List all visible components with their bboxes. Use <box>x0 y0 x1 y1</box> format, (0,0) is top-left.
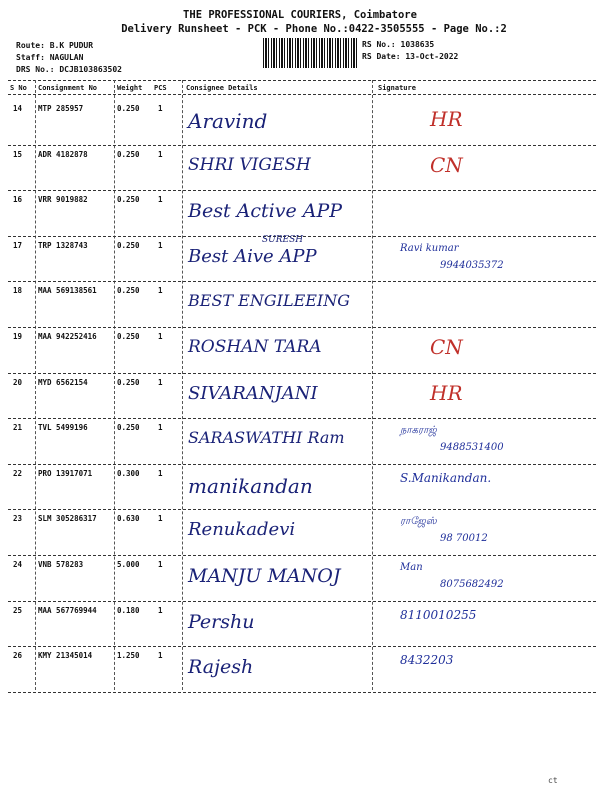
signature: Man <box>400 562 423 573</box>
table-row <box>0 466 600 512</box>
weight-value: 0.250 <box>117 332 140 341</box>
consignment-number: TRP 1328743 <box>38 240 88 250</box>
serial-number: 26 <box>13 651 23 661</box>
consignee-name: ROSHAN TARA <box>188 337 322 357</box>
barcode <box>263 38 357 68</box>
weight-value: 0.250 <box>117 423 140 433</box>
signature-phone: 9488531400 <box>440 442 504 454</box>
serial-number: 17 <box>13 240 23 250</box>
signature: 8432203 <box>400 653 454 668</box>
column-header-signature: Signature <box>378 84 416 92</box>
table-row <box>0 557 600 603</box>
weight-value: 1.250 <box>117 651 140 661</box>
row-divider <box>8 145 596 146</box>
table-top-border <box>8 80 596 81</box>
serial-number: 19 <box>13 332 23 341</box>
weight-value: 0.250 <box>117 104 140 113</box>
weight-value: 0.630 <box>117 514 140 524</box>
table-row <box>0 375 600 421</box>
table-row <box>0 234 600 284</box>
signature-phone: 9944035372 <box>440 259 504 271</box>
runsheet-subtitle: Delivery Runsheet - PCK - Phone No.:0422-3505555 - Page No.:2 <box>121 23 507 35</box>
pieces-count: 1 <box>158 468 163 478</box>
weight-value: 0.250 <box>117 286 140 296</box>
weight-value: 0.250 <box>117 195 140 205</box>
pieces-count: 1 <box>158 286 163 296</box>
row-divider <box>8 692 596 693</box>
weight-value: 0.300 <box>117 468 140 478</box>
pieces-count: 1 <box>158 149 163 159</box>
pieces-count: 1 <box>158 377 163 387</box>
serial-number: 25 <box>13 605 23 615</box>
rs-number: RS No.: 1038635 <box>362 40 435 49</box>
table-row <box>0 283 600 329</box>
table-row <box>0 329 600 375</box>
table-row <box>0 511 600 557</box>
signature: 8110010255 <box>400 607 477 622</box>
consignment-number: TVL 5499196 <box>38 423 88 433</box>
drs-number: DRS No.: DCJB103863502 <box>16 65 122 74</box>
pieces-count: 1 <box>158 332 163 341</box>
signature: நாகராஜ் <box>400 425 437 437</box>
weight-value: 5.000 <box>117 560 140 569</box>
consignee-name: BEST ENGILEEING <box>188 291 351 311</box>
table-row <box>0 101 600 147</box>
consignee-name: SIVARANJANI <box>188 382 318 404</box>
pieces-count: 1 <box>158 514 163 524</box>
serial-number: 21 <box>13 423 23 433</box>
consignee-name: Rajesh <box>188 656 254 679</box>
route-label: Route: B.K PUDUR <box>16 41 94 50</box>
signature: Ravi kumar <box>400 242 459 254</box>
row-divider <box>8 281 596 282</box>
column-header-pcs: PCS <box>154 84 167 92</box>
table-row <box>0 648 600 694</box>
pieces-count: 1 <box>158 605 163 615</box>
weight-value: 0.250 <box>117 240 140 250</box>
row-divider <box>8 646 596 647</box>
pieces-count: 1 <box>158 651 163 661</box>
pieces-count: 1 <box>158 560 163 569</box>
consignee-name: Best Active APP <box>188 200 343 223</box>
serial-number: 16 <box>13 195 23 205</box>
serial-number: 24 <box>13 560 23 569</box>
table-row <box>0 192 600 238</box>
row-divider <box>8 373 596 374</box>
pieces-count: 1 <box>158 104 163 113</box>
consignment-number: KMY 21345014 <box>38 651 93 661</box>
consignee-name: manikandan <box>188 473 313 498</box>
rs-date: RS Date: 13-Oct-2022 <box>362 52 459 61</box>
serial-number: 20 <box>13 377 23 387</box>
serial-number: 18 <box>13 286 23 296</box>
serial-number: 15 <box>13 149 23 159</box>
document-title: THE PROFESSIONAL COURIERS, Coimbatore <box>183 9 417 21</box>
signature: HR <box>430 107 463 131</box>
staff-label: Staff: NAGULAN <box>16 53 84 62</box>
consignee-name: SHRI VIGESH <box>188 154 311 175</box>
consignee-note: SURESH <box>262 234 304 245</box>
consignee-name: MANJU MANOJ <box>188 565 341 587</box>
signature-phone: 98 70012 <box>440 533 488 545</box>
weight-value: 0.250 <box>117 377 140 387</box>
column-header-sno: S No <box>10 84 27 92</box>
consignment-number: MAA 567769944 <box>38 605 97 615</box>
row-divider <box>8 190 596 191</box>
consignment-number: VRR 9019882 <box>38 195 88 205</box>
row-divider <box>8 509 596 510</box>
column-header-weight: Weight <box>117 84 143 92</box>
serial-number: 14 <box>13 104 23 113</box>
consignment-number: ADR 4182878 <box>38 149 88 159</box>
row-divider <box>8 418 596 419</box>
consignment-number: MTP 285957 <box>38 104 84 113</box>
header-divider <box>8 94 596 95</box>
table-row <box>0 420 600 466</box>
pieces-count: 1 <box>158 240 163 250</box>
row-divider <box>8 327 596 328</box>
consignment-number: MAA 569138561 <box>38 286 97 296</box>
consignment-number: VNB 578283 <box>38 560 84 569</box>
column-header-consignment: Consignment No <box>38 84 98 92</box>
signature: ராஜேஸ் <box>400 516 437 528</box>
row-divider <box>8 464 596 465</box>
row-divider <box>8 601 596 602</box>
table-row <box>0 147 600 193</box>
table-row <box>0 603 600 649</box>
consignee-name: Renukadevi <box>188 519 296 541</box>
signature: HR <box>430 380 463 405</box>
signature: S.Manikandan. <box>400 470 492 485</box>
signature: CN <box>430 335 463 359</box>
serial-number: 23 <box>13 514 23 524</box>
weight-value: 0.250 <box>117 149 140 159</box>
page-mark: ct <box>548 776 558 785</box>
weight-value: 0.180 <box>117 605 140 615</box>
signature-phone: 8075682492 <box>440 579 504 590</box>
consignment-number: MYD 6562154 <box>38 377 88 387</box>
pieces-count: 1 <box>158 423 163 433</box>
consignee-name: Pershu <box>188 610 255 633</box>
serial-number: 22 <box>13 468 23 478</box>
signature: CN <box>430 152 463 177</box>
consignee-name: SARASWATHI Ram <box>188 428 345 448</box>
consignment-number: MAA 942252416 <box>38 332 97 341</box>
row-divider <box>8 555 596 556</box>
consignment-number: PRO 13917071 <box>38 468 93 478</box>
consignee-name: Best Aive APP <box>188 245 317 267</box>
consignment-number: SLM 305286317 <box>38 514 97 524</box>
consignee-name: Aravind <box>188 109 268 133</box>
column-header-consignee: Consignee Details <box>186 84 258 92</box>
pieces-count: 1 <box>158 195 163 205</box>
